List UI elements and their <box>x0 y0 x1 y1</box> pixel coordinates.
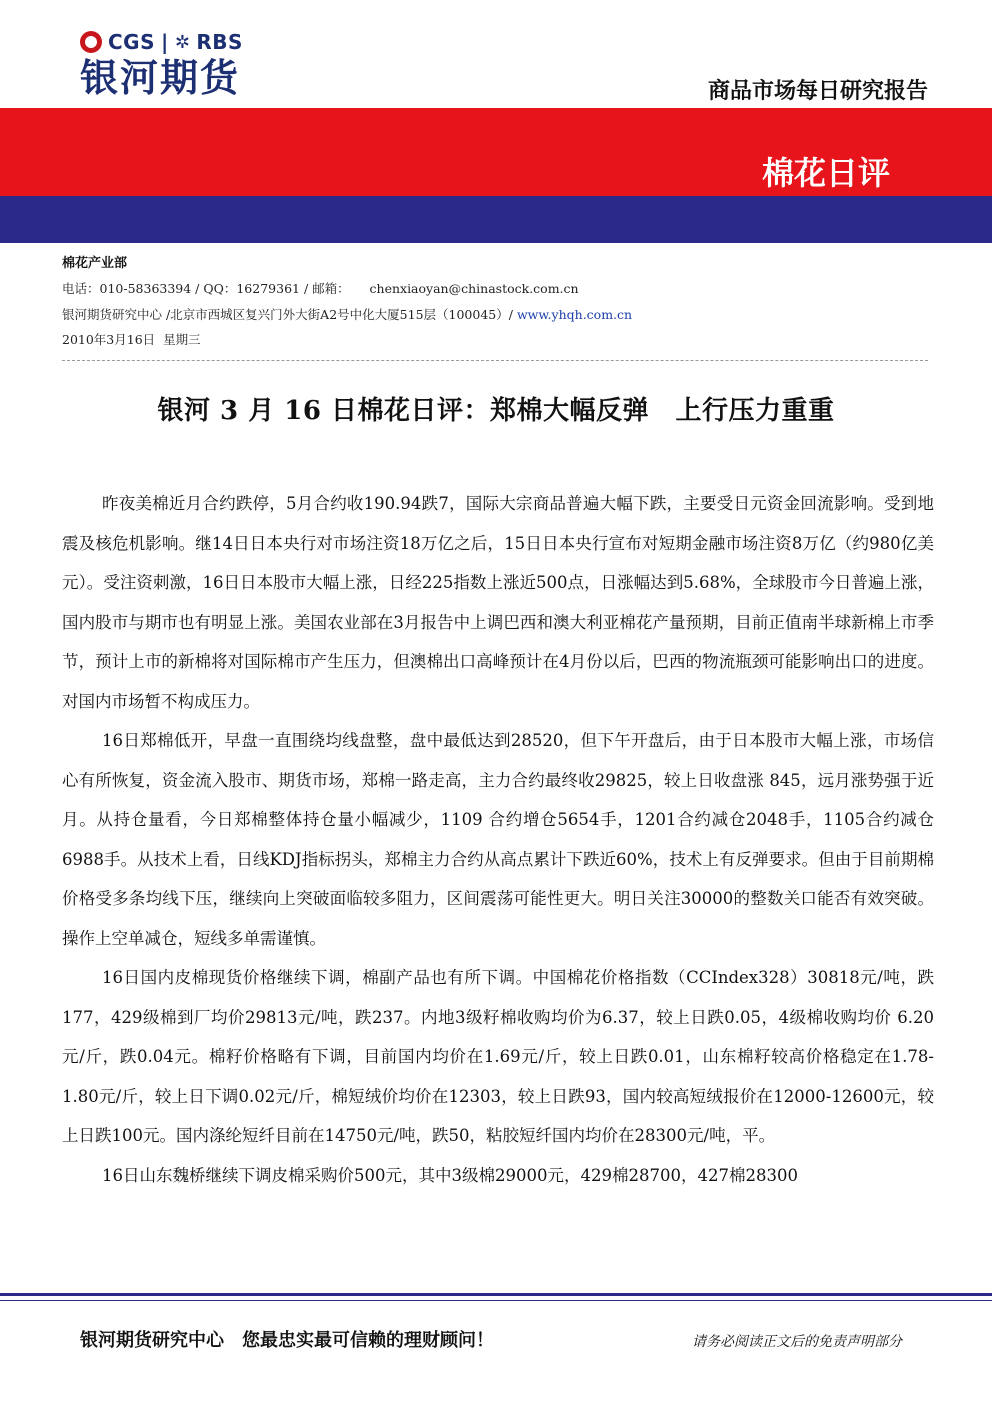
article-title: 银河 3 月 16 日棉花日评：郑棉大幅反弹 上行压力重重 <box>157 396 835 426</box>
footer-disclaimer: 请务必阅读正文后的免责声明部分 <box>692 1334 902 1350</box>
rbs-daisy-icon: ✲ <box>174 31 191 53</box>
contact-text: 电话：010-58363394 / QQ：16279361 / 邮箱： <box>62 281 370 296</box>
address-text: 银河期货研究中心 /北京市西城区复兴门外大街A2号中化大厦515层（100045）/ <box>62 307 517 322</box>
date-line: 2010年3月16日 星期三 <box>62 332 201 347</box>
footer-rule-thin <box>0 1300 992 1301</box>
logo-brand-row <box>80 30 243 54</box>
logo-brand-rbs: RBS <box>196 30 243 54</box>
article-body <box>62 484 934 1195</box>
header-blue-band <box>0 196 992 243</box>
cgs-swirl-icon <box>80 31 102 53</box>
address-line <box>62 305 632 323</box>
website-link[interactable]: www.yhqh.com.cn <box>516 307 633 322</box>
footer-slogan: 银河期货研究中心 您最忠实最可信赖的理财顾问！ <box>80 1330 494 1351</box>
company-logo <box>80 30 243 98</box>
paragraph: 昨夜美棉近月合约跌停，5月合约收190.94跌7，国际大宗商品普遍大幅下跌，主要受日元资金回流影响。受到地震及核危机影响。继14日日本央行对市场注资18万亿之后，15日日本央行宣布对短期金融市场注资8万亿（约980亿美元）。受注资刺激，16日日本股市大幅上涨，日经225指数上涨近500点，日涨幅达到5.68%，全球股市今日普遍上涨，国内股市与期市也有明显上涨。美国农业部在3月报告中上调巴西和澳大利亚棉花产量预期，目前正值南半球新棉上市季节，预计上市的新棉将对国际棉市产生压力，但澳棉出口高峰预计在4月份以后，巴西的物流瓶颈可能影响出口的进度。对国内市场暂不构成压力。 <box>62 494 934 711</box>
report-type: 商品市场每日研究报告 <box>707 79 928 104</box>
paragraph: 16日山东魏桥继续下调皮棉采购价500元，其中3级棉29000元，429棉28700，427棉28300 <box>102 1165 798 1185</box>
footer-rule <box>0 1293 992 1296</box>
contact-line <box>62 279 579 297</box>
paragraph: 16日国内皮棉现货价格继续下调，棉副产品也有所下调。中国棉花价格指数（CCIndex328）30818元/吨，跌177，429级棉到厂均价29813元/吨，跌237。内地3级籽棉收购均价为6.37，较上日跌0.05，4级棉收购均价 6.20元/斤，跌0.04元。棉籽价格略有下调，目前国内均价在1.69元/斤，较上日跌0.01，山东棉籽较高价格稳定在1.78-1.80元/斤，较上日下调0.02元/斤，棉短绒价均价在12303，较上日跌93，国内较高短绒报价在12000-12600元，较上日跌100元。国内涤纶短纤目前在14750元/吨，跌50，粘胶短纤国内均价在28300元/吨，平。 <box>62 968 934 1145</box>
email-link[interactable]: chenxiaoyan@chinastock.com.cn <box>369 281 579 296</box>
paragraph: 16日郑棉低开，早盘一直围绕均线盘整，盘中最低达到28520，但下午开盘后，由于日本股市大幅上涨，市场信心有所恢复，资金流入股市、期货市场，郑棉一路走高，主力合约最终收29825，较上日收盘涨 845，远月涨势强于近月。从持仓量看，今日郑棉整体持仓量小幅减少，1109 合约增仓5654手，1201合约减仓2048手，1105合约减仓6988手。从技术上看，日线KDJ指标拐头，郑棉主力合约从高点累计下跌近60%，技术上有反弹要求。但由于目前期棉价格受多条均线下压，继续向上突破面临较多阻力，区间震荡可能性更大。明日关注30000的整数关口能否有效突破。操作上空单减仓，短线多单需谨慎。 <box>62 731 934 948</box>
logo-separator: | <box>161 30 169 54</box>
logo-company-name: 银河期货 <box>80 56 241 100</box>
department: 棉花产业部 <box>62 256 128 271</box>
logo-brand-cgs: CGS <box>108 30 155 54</box>
divider <box>62 360 928 361</box>
banner-title: 棉花日评 <box>761 154 890 192</box>
